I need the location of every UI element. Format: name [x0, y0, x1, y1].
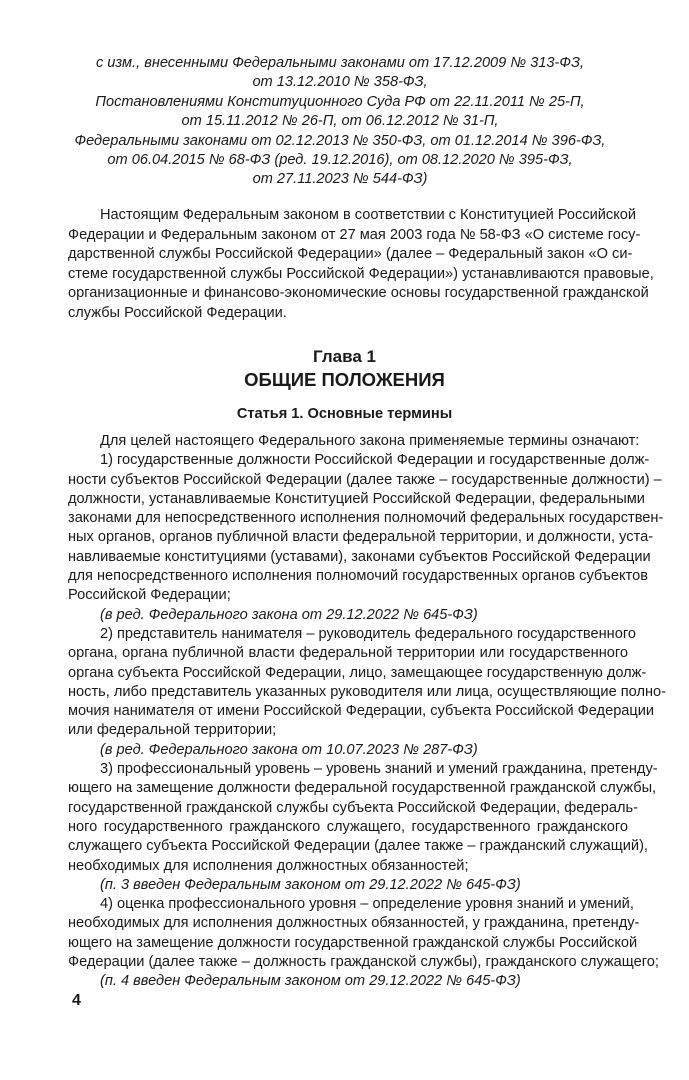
preamble-line: Настоящим Федеральным законом в соответствии с Конституцией Российской — [100, 207, 637, 223]
body-line: ющего на замещение должности федеральной государственной гражданской службы, — [68, 780, 657, 797]
amendment-note: (п. 4 введен Федеральным законом от 29.12.2022 № 645-ФЗ) — [100, 973, 521, 990]
body-line: должности, устанавливаемые Конституцией Российской Федерации, федеральными — [68, 490, 645, 507]
body-line: 2) представитель нанимателя – руководитель федерального государственного — [100, 625, 636, 642]
amendment-line: от 27.11.2023 № 544-ФЗ) — [252, 171, 428, 188]
body-line: навливаемые конституциями (уставами), законами субъектов Российской Федерации — [68, 548, 651, 565]
body-line: ности субъектов Российской Федерации (далее также – государственные должности) – — [68, 471, 662, 488]
page-number: 4 — [72, 992, 81, 1009]
body-line: или федеральной территории; — [68, 722, 277, 739]
body-line: ющего на замещение должности государственной гражданской службы Российской — [68, 934, 638, 951]
body-line: Для целей настоящего Федерального закона применяемые термины означают: — [100, 433, 640, 449]
body-line: органа, органа публичной власти федеральной территории или государственного — [68, 645, 628, 662]
amendment-line: от 13.12.2010 № 358-ФЗ, — [252, 74, 428, 91]
body-line: необходимых для исполнения должностных обязанностей, у гражданина, претенду- — [68, 915, 640, 932]
article-title: Статья 1. Основные термины — [236, 406, 453, 422]
amendment-line: от 15.11.2012 № 26-П, от 06.12.2012 № 31-П, — [181, 113, 499, 130]
amendment-note: (в ред. Федерального закона от 10.07.2023 № 287-ФЗ) — [100, 741, 478, 758]
amendment-line: Постановлениями Конституционного Суда РФ от 22.11.2011 № 25-П, — [95, 93, 585, 110]
body-line: ность, либо представитель указанных руководителя или лица, осуществляющие полно- — [68, 683, 667, 700]
amendment-note: (в ред. Федерального закона от 29.12.2022 № 645-ФЗ) — [100, 606, 478, 623]
body-line: 4) оценка профессионального уровня – определение уровня знаний и умений, — [100, 896, 634, 913]
amendment-line: с изм., внесенными Федеральными законами от 17.12.2009 № 313-ФЗ, — [95, 55, 585, 71]
body-line: Федерации (далее также – должность гражданской службы), гражданского служащего; — [68, 954, 659, 971]
body-line: законами для непосредственного исполнения полномочий федеральных государствен- — [68, 510, 664, 527]
article-body — [68, 432, 667, 992]
body-line: необходимых для исполнения должностных обязанностей; — [68, 857, 469, 874]
amendment-line: от 06.04.2015 № 68-ФЗ (ред. 19.12.2016), от 08.12.2020 № 395-ФЗ, — [107, 152, 573, 169]
body-line: 3) профессиональный уровень – уровень знаний и умений гражданина, претенду- — [100, 761, 658, 778]
body-line: государственной гражданской службы субъекта Российской Федерации, федераль- — [68, 799, 638, 816]
body-line: мочия нанимателя от имени Российской Федерации, субъекта Российской Федерации — [68, 703, 655, 720]
preamble-line: Федерации и Федеральным законом от 27 мая 2003 года № 58-ФЗ «О системе госу- — [68, 226, 641, 243]
chapter-title: ОБЩИЕ ПОЛОЖЕНИЯ — [244, 369, 445, 390]
preamble-line: организационные и финансово-экономические основы государственной гражданской — [68, 285, 649, 301]
preamble-line: дарственной службы Российской Федерации» (далее – Федеральный закон «О си- — [68, 246, 633, 262]
body-line: для непосредственного исполнения полномочий государственных органов субъектов — [68, 568, 648, 585]
body-line: ного государственного гражданского служащего, государственного гражданского — [68, 818, 628, 835]
body-line: служащего субъекта Российской Федерации (далее также – гражданский служащий), — [68, 838, 648, 855]
body-line: 1) государственные должности Российской Федерации и государственные долж- — [100, 452, 650, 469]
preamble-paragraph — [68, 206, 654, 323]
preamble-line: службы Российской Федерации. — [68, 304, 287, 321]
amendment-line: Федеральными законами от 02.12.2013 № 350-ФЗ, от 01.12.2014 № 396-ФЗ, — [74, 132, 606, 149]
body-line: ных органов, органов публичной власти федеральной территории, и должности, уста- — [68, 529, 654, 546]
body-line: органа субъекта Российской Федерации, лицо, замещающее государственную долж- — [68, 664, 647, 681]
amendments-block — [60, 54, 620, 190]
chapter-number: Глава 1 — [313, 347, 376, 366]
amendment-note: (п. 3 введен Федеральным законом от 29.12.2022 № 645-ФЗ) — [100, 876, 521, 893]
preamble-line: стеме государственной службы Российской Федерации») устанавливаются правовые, — [68, 265, 654, 282]
body-line: Российской Федерации; — [68, 587, 231, 604]
